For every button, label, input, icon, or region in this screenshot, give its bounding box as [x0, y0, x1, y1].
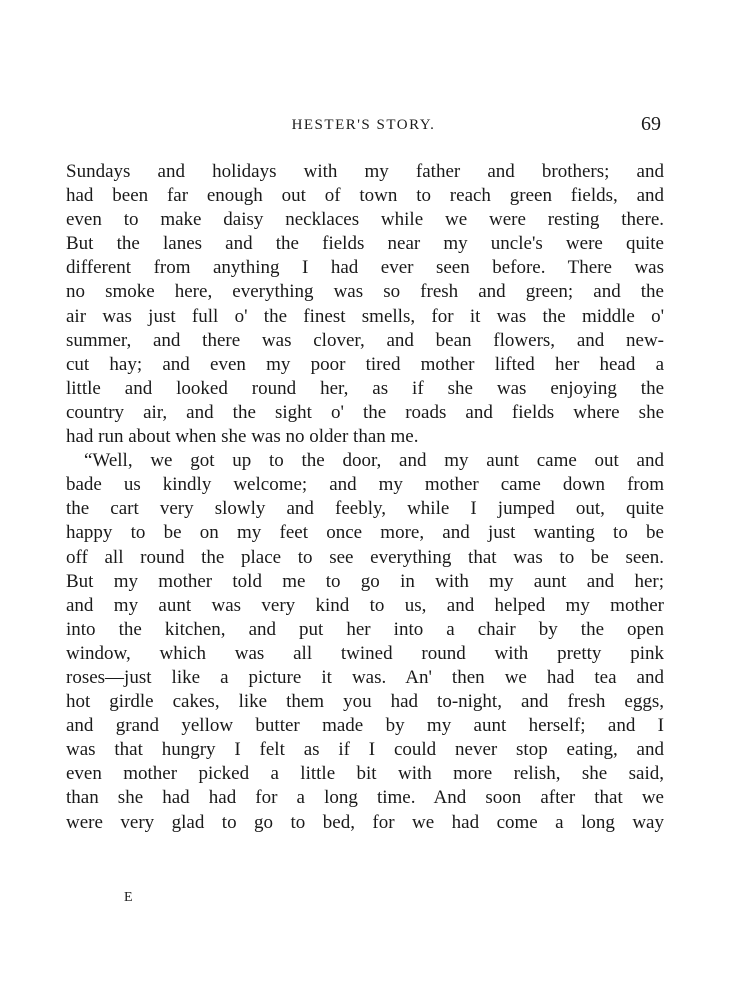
paragraph: [66, 449, 664, 835]
text-line: summer, and there was clover, and bean flowers, and new-: [66, 329, 664, 351]
text-line: country air, and the sight o' the roads and fields where she: [66, 401, 664, 423]
text-line: the cart very slowly and feebly, while I jumped out, quite: [66, 498, 664, 520]
page-number: 69: [641, 113, 661, 135]
signature-mark: E: [124, 890, 133, 905]
text-line: off all round the place to see everything that was to be seen.: [66, 546, 664, 568]
text-line: cut hay; and even my poor tired mother lifted her head a: [66, 353, 664, 375]
text-line: had run about when she was no older than me.: [66, 426, 419, 448]
text-line: But the lanes and the fields near my uncle's were quite: [66, 233, 664, 255]
text-line: and my aunt was very kind to us, and helped my mother: [66, 594, 664, 616]
text-line: different from anything I had ever seen before. There was: [66, 257, 664, 279]
text-line: into the kitchen, and put her into a chair by the open: [66, 618, 664, 640]
running-head: [66, 113, 661, 139]
text-line: were very glad to go to bed, for we had come a long way: [66, 811, 664, 833]
text-line: and grand yellow butter made by my aunt herself; and I: [66, 715, 664, 737]
text-line: roses—just like a picture it was. An' then we had tea and: [66, 666, 664, 688]
text-line: hot girdle cakes, like them you had to-night, and fresh eggs,: [66, 691, 664, 713]
text-line: air was just full o' the finest smells, for it was the middle o': [66, 305, 664, 327]
paragraph: [66, 160, 664, 449]
text-line: no smoke here, everything was so fresh and green; and the: [66, 281, 664, 303]
text-line: happy to be on my feet once more, and just wanting to be: [66, 522, 664, 544]
text-line: was that hungry I felt as if I could never stop eating, and: [66, 739, 664, 761]
text-line: “Well, we got up to the door, and my aunt came out and: [84, 450, 664, 472]
body-text: [66, 160, 664, 835]
text-line: But my mother told me to go in with my aunt and her;: [66, 570, 664, 592]
text-line: had been far enough out of town to reach green fields, and: [66, 185, 664, 207]
text-line: Sundays and holidays with my father and brothers; and: [66, 161, 664, 182]
text-line: even to make daisy necklaces while we were resting there.: [66, 209, 664, 231]
text-line: than she had had for a long time. And soon after that we: [66, 787, 664, 809]
text-line: window, which was all twined round with pretty pink: [66, 642, 664, 664]
text-line: little and looked round her, as if she was enjoying the: [66, 377, 664, 399]
text-line: even mother picked a little bit with more relish, she said,: [66, 763, 664, 785]
running-title: HESTER'S STORY.: [291, 117, 436, 133]
text-line: bade us kindly welcome; and my mother came down from: [66, 474, 664, 496]
